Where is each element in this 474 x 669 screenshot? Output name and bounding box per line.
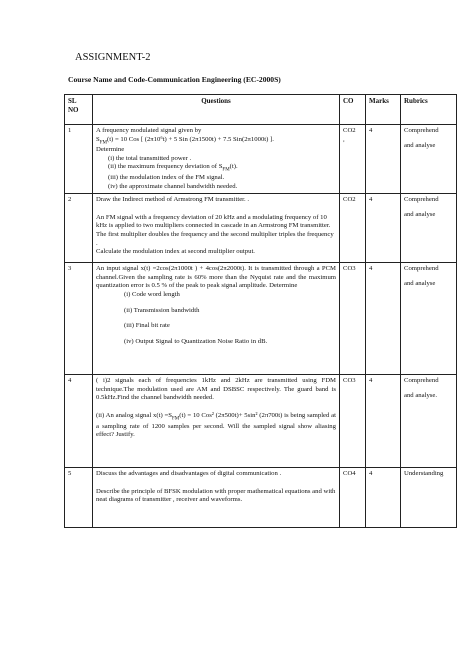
header-sl-line2: NO <box>68 105 79 114</box>
co-cell: CO4 <box>340 468 366 528</box>
table-row <box>65 125 457 194</box>
question-subpart: (iv) the approximate channel bandwidth needed. <box>108 182 238 190</box>
question-cell <box>93 375 340 468</box>
sl-cell: 1 <box>65 125 93 194</box>
question-line: Determine <box>96 146 125 154</box>
course-name: Course Name and Code-Communication Engineering (EC-2000S) <box>68 75 281 84</box>
rubric-line: and analyse. <box>404 391 438 399</box>
question-line: Draw the Indirect method of Armstrong FM transmitter. . <box>96 196 250 204</box>
question-line: An FM signal with a frequency deviation of 20 kHz and a modulating frequency of 10 kHz is applied to two multipliers connected in cascade in an Armstrong FM transmitter. The first multiplier doubles the frequency and the second multiplier triples the frequency . <box>96 213 334 247</box>
marks-cell: 4 <box>366 468 401 528</box>
sl-cell: 5 <box>65 468 93 528</box>
question-cell <box>93 263 340 375</box>
header-sl <box>65 95 93 125</box>
question-line: An input signal x(t) =2cos(2π1000t ) + 4cos(2π2000t). It is transmitted through a PCM channel.Given the sampling rate is 60% more than the Nyquist rate and the maximum quantization error is 0.5 % of the peak to peak signal amplitude. Determine <box>96 265 336 290</box>
question-line: ( i)2 signals each of frequencies 1kHz and 2kHz are transmitted using FDM technique.The modulation used are AM and DSBSC respectively. The guard band is 0.5kHz.Find the channel bandwidth needed. <box>96 377 336 402</box>
rubric-cell <box>401 194 457 263</box>
rubric-line: and analyse <box>404 141 436 149</box>
question-cell <box>93 125 340 194</box>
rubric-cell <box>401 375 457 468</box>
question-subpart: (iii) the modulation index of the FM signal. <box>108 174 225 182</box>
question-subpart: (ii) the maximum frequency deviation of $S_{FM}(t)$. <box>108 163 238 173</box>
questions-table <box>64 94 457 528</box>
question-line: Discuss the advantages and disadvantages of digital communication . <box>96 470 282 478</box>
table-row <box>65 194 457 263</box>
question-subpart: (iv) Output Signal to Quantization Noise Ratio in dB. <box>124 337 268 345</box>
rubric-line: Comprehend <box>404 265 439 273</box>
question-line: Calculate the modulation index at second multiplier output. <box>96 248 255 256</box>
marks-cell: 4 <box>366 263 401 375</box>
assignment-title: ASSIGNMENT-2 <box>75 52 151 63</box>
question-line: (ii) An analog signal $x(t) =S_{FM}(t) = 10$ Cos² (2π500t)+ 5sin² (2π700t) is being sampled at a sampling rate of 1200 samples per second. Will the sampled signal show aliasing effect? Justify. <box>96 412 337 439</box>
rubric-line: Understanding <box>404 470 444 478</box>
rubric-cell <box>401 263 457 375</box>
question-cell <box>93 468 340 528</box>
table-row <box>65 263 457 375</box>
header-co: CO <box>340 95 366 125</box>
sl-cell: 2 <box>65 194 93 263</box>
co-cell: CO3 <box>340 263 366 375</box>
header-questions: Questions <box>93 95 340 125</box>
question-cell <box>93 194 340 263</box>
sl-cell: 4 <box>65 375 93 468</box>
question-subpart: (iii) Final bit rate <box>124 322 170 330</box>
question-line: A frequency modulated signal given by <box>96 127 202 134</box>
table-row <box>65 468 457 528</box>
sl-cell: 3 <box>65 263 93 375</box>
marks-cell: 4 <box>366 194 401 263</box>
co-cell: CO3 <box>340 375 366 468</box>
co-value: CO2 <box>343 127 356 134</box>
co-cell: CO2 <box>340 194 366 263</box>
rubric-line: Comprehend <box>404 196 439 204</box>
rubric-line: and analyse <box>404 210 436 218</box>
question-subpart: (i) Code word length <box>124 291 180 299</box>
question-line: $S_{FM}(t) = 10$ Cos [ (2π10⁶t) + 5 Sin (2π1500t) + 7.5 Sin(2π1000t) ]. <box>96 135 274 145</box>
table-row <box>65 375 457 468</box>
question-line: Describe the principle of BFSK modulation with proper mathematical equations and with neat diagrams of transmitter , receiver and waveforms. <box>96 487 336 504</box>
co-cell <box>340 125 366 194</box>
co-suffix: , <box>343 135 345 143</box>
rubric-line: Comprehend <box>404 127 439 134</box>
header-marks: Marks <box>366 95 401 125</box>
question-subpart: (ii) Transmission bandwidth <box>124 306 200 314</box>
marks-cell: 4 <box>366 125 401 194</box>
rubric-cell <box>401 468 457 528</box>
rubric-line: and analyse <box>404 279 436 287</box>
table-header-row <box>65 95 457 125</box>
rubric-cell <box>401 125 457 194</box>
rubric-line: Comprehend <box>404 377 439 385</box>
question-subpart: (i) the total transmitted power . <box>108 154 192 162</box>
marks-cell: 4 <box>366 375 401 468</box>
header-rubrics: Rubrics <box>401 95 457 125</box>
header-sl-line1: SL <box>68 97 77 105</box>
